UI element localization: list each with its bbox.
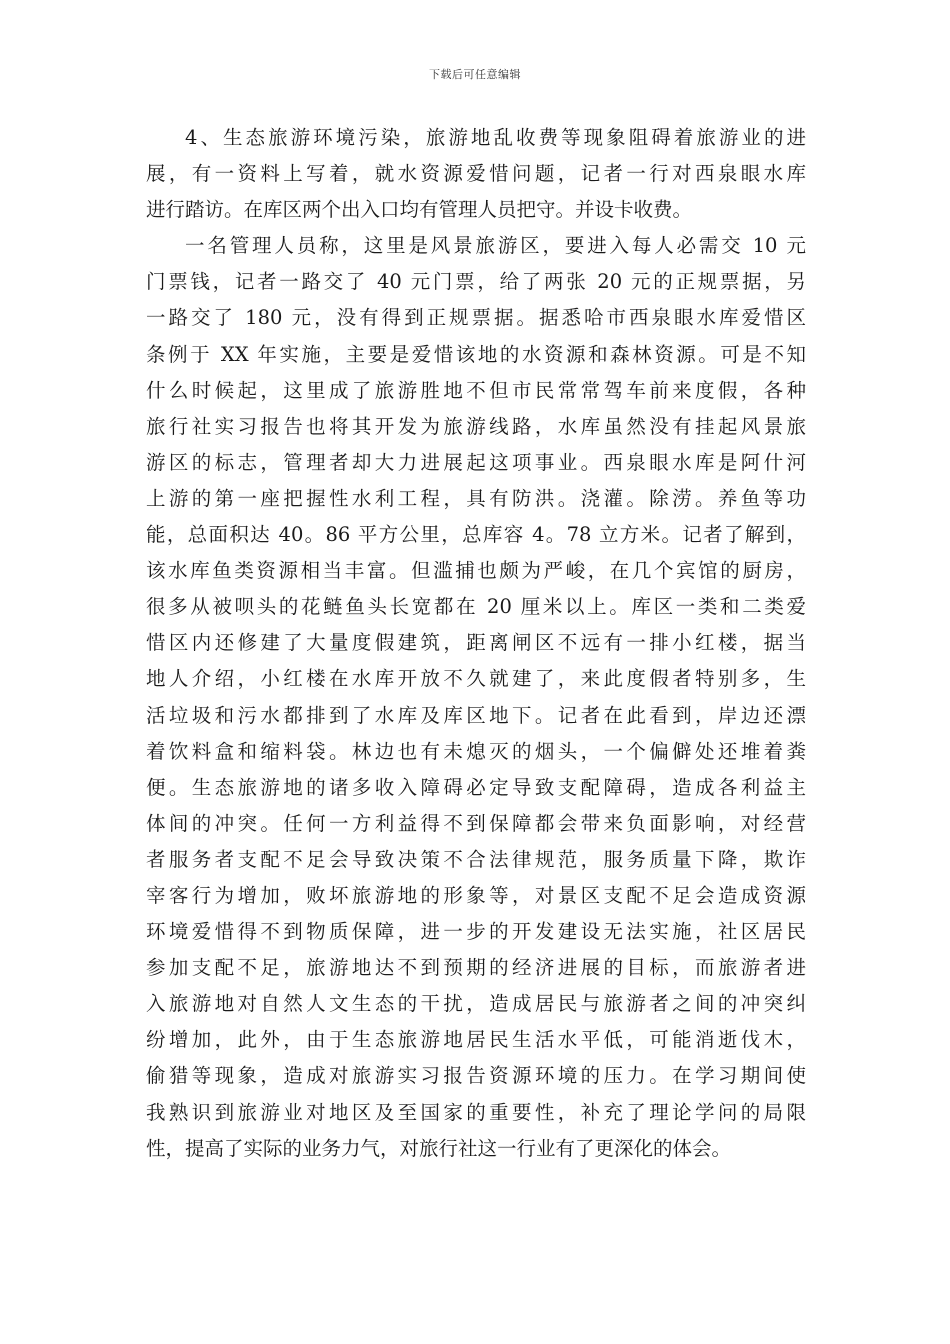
page-header: 下载后可任意编辑 [429,68,521,81]
text-line: 者服务者支配不足会导致决策不合法律规范，服务质量下降，欺诈 [146,847,806,871]
text-line: 地人介绍，小红楼在水库开放不久就建了，来此度假者特别多，生 [146,667,806,691]
text-line: 一路交了 180 元，没有得到正规票据。据悉哈市西泉眼水库爱惜区 [146,306,806,330]
text-line: 展，有一资料上写着，就水资源爱惜问题，记者一行对西泉眼水库 [146,162,806,186]
text-line: 旅行社实习报告也将其开发为旅游线路，水库虽然没有挂起风景旅 [146,414,806,438]
text-line: 上游的第一座把握性水利工程，具有防洪。浇灌。除涝。养鱼等功 [146,486,806,510]
text-line: 什么时候起，这里成了旅游胜地不但市民常常驾车前来度假，各种 [146,378,806,402]
text-line: 偷猎等现象，造成对旅游实习报告资源环境的压力。在学习期间使 [146,1064,806,1088]
text-line: 体间的冲突。任何一方利益得不到保障都会带来负面影响，对经营 [146,811,806,835]
text-line: 我熟识到旅游业对地区及至国家的重要性，补充了理论学问的局限 [146,1100,806,1124]
text-line: 活垃圾和污水都排到了水库及库区地下。记者在此看到，岸边还漂 [146,703,806,727]
text-line: 能，总面积达 40。86 平方公里，总库容 4。78 立方米。记者了解到， [146,523,806,547]
text-line: 游区的标志，管理者却大力进展起这项事业。西泉眼水库是阿什河 [146,450,806,474]
text-line: 纷增加，此外，由于生态旅游地居民生活水平低，可能消逝伐木， [146,1028,806,1052]
text-line: 着饮料盒和缩料袋。林边也有未熄灭的烟头，一个偏僻处还堆着粪 [146,739,806,763]
text-line: 门票钱，记者一路交了 40 元门票，给了两张 20 元的正规票据，另 [146,270,806,294]
text-line: 参加支配不足，旅游地达不到预期的经济进展的目标，而旅游者进 [146,956,806,980]
text-line: 性，提高了实际的业务力气，对旅行社这一行业有了更深化的体会。 [146,1136,732,1160]
paragraph-2 [146,228,806,1166]
text-line: 该水库鱼类资源相当丰富。但滥捕也颇为严峻，在几个宾馆的厨房， [146,559,806,583]
text-line: 入旅游地对自然人文生态的干扰，造成居民与旅游者之间的冲突纠 [146,992,806,1016]
paragraph-1 [146,120,806,228]
text-line: 环境爱惜得不到物质保障，进一步的开发建设无法实施，社区居民 [146,920,806,944]
text-line: 条例于 XX 年实施，主要是爱惜该地的水资源和森林资源。可是不知 [146,342,806,366]
text-line: 很多从被呗头的花鲢鱼头长宽都在 20 厘米以上。库区一类和二类爱 [146,595,806,619]
text-line: 一名管理人员称，这里是风景旅游区，要进入每人必需交 10 元 [185,234,806,258]
text-line: 宰客行为增加，败坏旅游地的形象等，对景区支配不足会造成资源 [146,883,806,907]
text-line: 进行踏访。在库区两个出入口均有管理人员把守。并设卡收费。 [146,198,693,222]
text-line: 便。生态旅游地的诸多收入障碍必定导致支配障碍，造成各利益主 [146,775,806,799]
text-line: 4、生态旅游环境污染，旅游地乱收费等现象阻碍着旅游业的进 [185,126,806,149]
document-body [146,120,806,1167]
text-line: 惜区内还修建了大量度假建筑，距离闸区不远有一排小红楼，据当 [146,631,806,655]
